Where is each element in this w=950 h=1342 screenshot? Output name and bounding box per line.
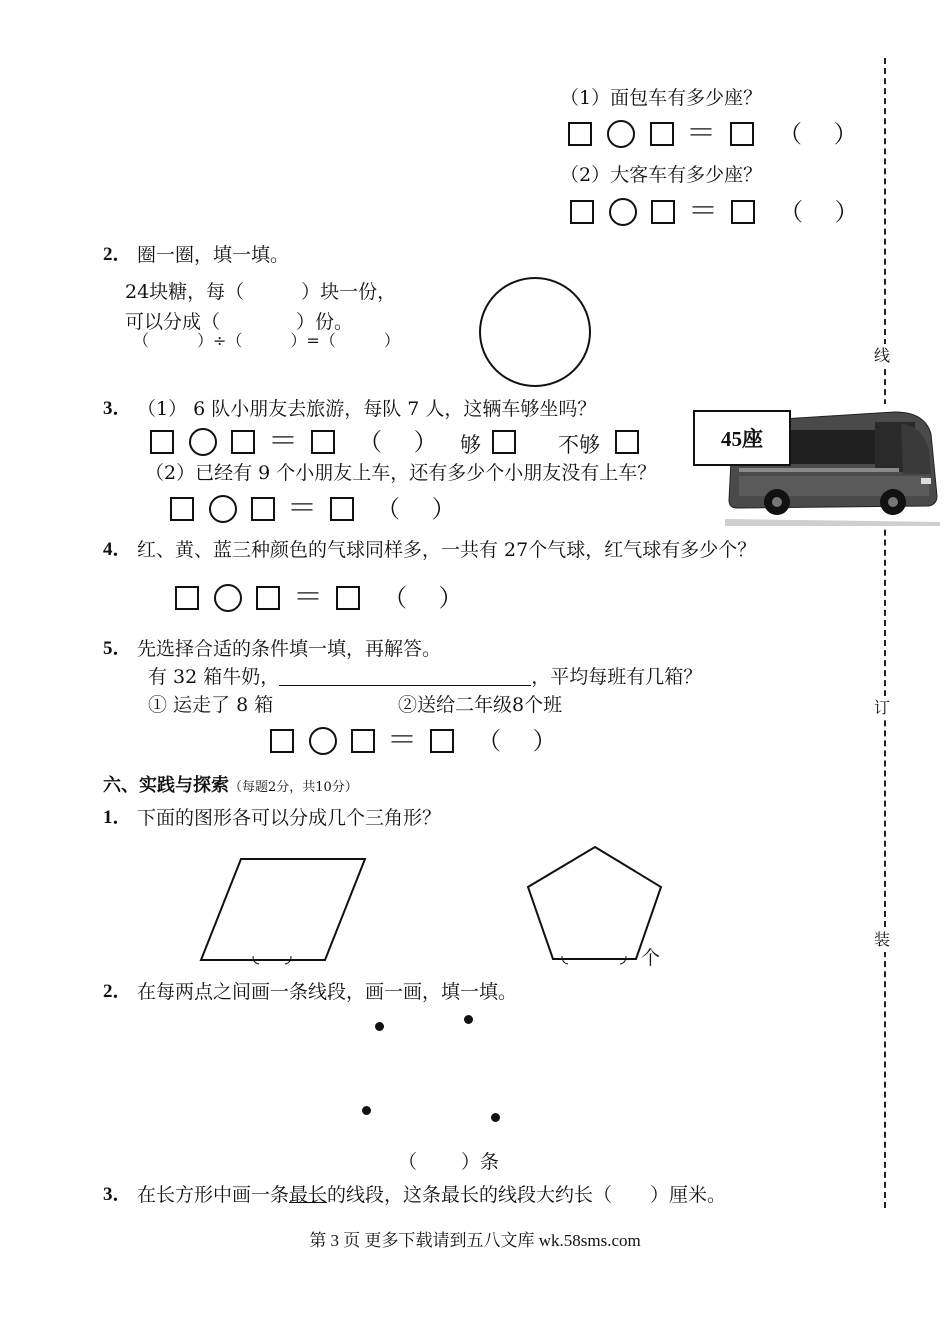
parallelogram-shape[interactable] (195, 852, 375, 968)
answer-box[interactable] (336, 586, 360, 610)
q5-line1 (148, 665, 702, 689)
unit-paren[interactable]: （ ） (778, 120, 858, 148)
not-enough-checkbox[interactable] (615, 430, 639, 454)
s6-p3-text-b: 的线段，这条最长的线段大约长（ ）厘米。 (327, 1184, 727, 1206)
s6-p1-unit: 个 (641, 947, 661, 969)
s6-p2-text: 在每两点之间画一条线段，画一画，填一填。 (137, 981, 518, 1003)
q1-sub2-text: （2）大客车有多少座？ (560, 164, 763, 186)
binding-label-ding: 订 (874, 696, 890, 720)
q2-line3: （ ）÷（ ）=（ ） (133, 331, 400, 350)
operator-circle[interactable] (607, 120, 635, 148)
q2-line2: 可以分成（ ）份。 (125, 311, 354, 333)
point[interactable] (464, 1015, 473, 1024)
enough-label: 够 (460, 433, 481, 457)
unit-paren[interactable]: （ ） (383, 584, 463, 612)
section6-title: 六、实践与探索 (103, 775, 229, 796)
page-footer: 第 3 页 更多下载请到五八文库 wk.58sms.com (309, 1231, 641, 1250)
q2-line1: 24块糖，每（ ）块一份， (125, 281, 397, 303)
s6-p2-number: 2． (103, 981, 132, 1002)
s6-p3-text (137, 1183, 726, 1207)
q5-title: 先选择合适的条件填一填，再解答。 (137, 638, 442, 660)
answer-box[interactable] (311, 430, 335, 454)
section6-note: （每题2分，共10分） (229, 780, 358, 795)
answer-box[interactable] (651, 200, 675, 224)
q5-line1-end: ，平均每班有几箱？ (531, 666, 703, 688)
equals-sign: ＝ (387, 723, 417, 758)
point[interactable] (362, 1106, 371, 1115)
answer-box[interactable] (256, 586, 280, 610)
answer-box[interactable] (568, 122, 592, 146)
s6-p3-number: 3． (103, 1184, 132, 1205)
answer-box[interactable] (430, 729, 454, 753)
s6-p1-number: 1． (103, 807, 132, 828)
enough-checkbox[interactable] (492, 430, 516, 454)
binding-dashed-line (884, 58, 886, 1208)
q3-sub1-text: （1） 6 队小朋友去旅游，每队 7 人，这辆车够坐吗？ (137, 398, 597, 420)
q2-title: 圈一圈，填一填。 (137, 244, 290, 266)
s6-p3-underlined: 最长 (289, 1184, 328, 1206)
q4-text: 红、黄、蓝三种颜色的气球同样多，一共有 27个气球，红气球有多少个？ (137, 539, 757, 561)
point[interactable] (375, 1022, 384, 1031)
answer-box[interactable] (150, 430, 174, 454)
q2-number: 2． (103, 244, 132, 265)
binding-label-zhuang: 装 (874, 928, 890, 952)
answer-box[interactable] (570, 200, 594, 224)
unit-paren[interactable]: （ ） (358, 428, 438, 456)
point[interactable] (491, 1113, 500, 1122)
answer-box[interactable] (731, 200, 755, 224)
s6-p3-text-a: 在长方形中画一条 (137, 1184, 290, 1206)
binding-label-xian: 线 (874, 344, 890, 368)
answer-box[interactable] (175, 586, 199, 610)
equals-sign: ＝ (287, 491, 317, 526)
equals-sign: ＝ (293, 580, 323, 615)
answer-box[interactable] (330, 497, 354, 521)
not-enough-label: 不够 (558, 433, 600, 457)
answer-box[interactable] (650, 122, 674, 146)
answer-box[interactable] (231, 430, 255, 454)
q3-number: 3． (103, 398, 132, 419)
q5-option2[interactable]: ②送给二年级8个班 (398, 694, 563, 716)
unit-paren[interactable]: （ ） (779, 198, 859, 226)
q4-number: 4． (103, 539, 132, 560)
s6-p1-text: 下面的图形各可以分成几个三角形？ (137, 807, 442, 829)
equals-sign: ＝ (268, 424, 298, 459)
equals-sign: ＝ (688, 194, 718, 229)
q3-sub2-text: （2）已经有 9 个小朋友上车，还有多少个小朋友没有上车？ (145, 462, 657, 484)
answer-box[interactable] (351, 729, 375, 753)
q1-sub1-text: （1）面包车有多少座？ (560, 87, 763, 109)
operator-circle[interactable] (214, 584, 242, 612)
equals-sign: ＝ (686, 116, 716, 151)
q5-option1[interactable]: ① 运走了 8 箱 (148, 694, 274, 716)
s6-p2-answer[interactable]: （ ）条 (398, 1151, 500, 1173)
answer-box[interactable] (170, 497, 194, 521)
unit-paren[interactable]: （ ） (477, 727, 557, 755)
q2-drawing-circle[interactable] (477, 276, 593, 388)
section6-heading (103, 774, 358, 798)
answer-box[interactable] (730, 122, 754, 146)
operator-circle[interactable] (189, 428, 217, 456)
answer-box[interactable] (251, 497, 275, 521)
bus-seat-label: 45座 (693, 410, 791, 466)
answer-box[interactable] (270, 729, 294, 753)
operator-circle[interactable] (209, 495, 237, 523)
operator-circle[interactable] (309, 727, 337, 755)
operator-circle[interactable] (609, 198, 637, 226)
q5-line1-start: 有 32 箱牛奶， (148, 666, 280, 688)
condition-blank[interactable] (279, 667, 531, 686)
q5-number: 5． (103, 638, 132, 659)
unit-paren[interactable]: （ ） (376, 495, 456, 523)
